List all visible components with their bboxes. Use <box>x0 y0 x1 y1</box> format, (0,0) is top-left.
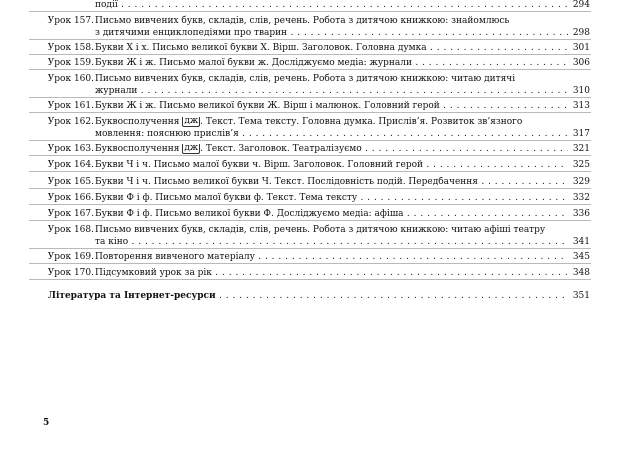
lesson-number: Урок 168. <box>47 225 94 235</box>
lesson-number: Урок 162. <box>47 117 94 127</box>
page-number: 5 <box>43 418 50 428</box>
lesson-number: Урок 160. <box>47 74 94 84</box>
toc-entry <box>0 144 618 160</box>
lesson-title-line: Письмо вивчених букв, складів, слів, речень. Робота з дитячою книжкою: читаю афіші театру <box>95 225 546 235</box>
row-divider <box>29 140 591 141</box>
row-divider <box>29 263 591 264</box>
row-divider <box>29 97 591 98</box>
page-ref: 310 <box>568 86 590 96</box>
toc-entry <box>0 225 618 253</box>
lesson-title-line: Повторення вивченого матеріалу . . . <box>95 252 568 262</box>
toc-entry <box>0 74 618 102</box>
row-divider <box>29 54 591 55</box>
toc-entry <box>0 177 618 193</box>
lesson-number: Урок 165. <box>47 177 94 187</box>
lesson-title-line: Письмо вивчених букв, складів, слів, речень. Робота з дитячою книжкою: читаю дитячі <box>95 74 516 84</box>
lesson-title-line: Буквосполучення дж . Текст. Тема тексту. Головна думка. Прислів’я. Розвиток зв’язного <box>95 116 523 127</box>
lesson-title-line: журнали . . . <box>95 86 568 96</box>
lesson-number: Урок 158. <box>47 43 94 53</box>
page-ref: 325 <box>568 160 590 170</box>
sound-notation: дж <box>184 144 199 153</box>
lesson-title-line: Буквосполучення дж . Текст. Заголовок. Театралізуємо . . . <box>95 144 568 155</box>
toc-entry <box>0 101 618 117</box>
page-ref: 306 <box>568 58 590 68</box>
lesson-title-line: Букви Ж і ж. Письмо великої букви Ж. Вірш і малюнок. Головний герой . . . <box>95 101 568 111</box>
lesson-title-line: Букви Ф і ф. Письмо малої букви ф. Текст. Тема тексту . . . <box>95 193 568 203</box>
lesson-number: Урок 166. <box>47 193 94 203</box>
lesson-title-line: мовлення: пояснюю прислів’я . . . <box>95 129 568 139</box>
toc-entry <box>0 16 618 44</box>
lesson-number: Урок 167. <box>47 209 94 219</box>
lesson-number: Урок 159. <box>47 58 94 68</box>
page-ref: 294 <box>568 0 590 10</box>
page-ref: 298 <box>568 28 590 38</box>
page-ref: 336 <box>568 209 590 219</box>
page-ref: 321 <box>568 144 590 154</box>
page-ref: 301 <box>568 43 590 53</box>
lesson-title-line: з дитячими енциклопедіями про тварин . . . <box>95 28 568 38</box>
row-divider <box>29 171 591 172</box>
lesson-number: Урок 164. <box>47 160 94 170</box>
toc-entry <box>0 117 618 145</box>
row-divider <box>29 155 591 156</box>
row-divider <box>29 112 591 113</box>
row-divider <box>29 11 591 12</box>
row-divider <box>29 204 591 205</box>
toc-entry <box>0 0 618 16</box>
row-divider <box>29 69 591 70</box>
toc-entry <box>0 193 618 209</box>
row-divider <box>29 188 591 189</box>
row-divider <box>29 220 591 221</box>
lesson-number: Урок 163. <box>47 144 94 154</box>
literature-entry: Література та Інтернет-ресурси . . . <box>48 291 568 301</box>
lesson-title-line: Підсумковий урок за рік . . . <box>95 268 568 278</box>
toc-entry <box>0 160 618 176</box>
toc-entry <box>0 58 618 74</box>
lesson-title-line: Букви Ч і ч. Письмо малої букви ч. Вірш. Заголовок. Головний герой . . . <box>95 160 568 170</box>
lesson-title-line: Букви Ж і ж. Письмо малої букви ж. Досліджуємо медіа: журнали . . . <box>95 58 568 68</box>
page-ref: 313 <box>568 101 590 111</box>
lesson-title-line: Букви Ч і ч. Письмо великої букви Ч. Текст. Послідовність подій. Передбачення . . . <box>95 177 568 187</box>
lesson-title-line: та кіно . . . <box>95 237 568 247</box>
toc-entry <box>0 209 618 225</box>
page-ref: 332 <box>568 193 590 203</box>
page-ref: 348 <box>568 268 590 278</box>
page-ref: 329 <box>568 177 590 187</box>
lesson-number: Урок 157. <box>47 16 94 26</box>
lesson-title-line: Письмо вивчених букв, складів, слів, речень. Робота з дитячою книжкою: знайомлюсь <box>95 16 510 26</box>
toc-entry <box>0 268 618 284</box>
toc-entry <box>0 43 618 59</box>
toc-entry <box>0 252 618 268</box>
page-ref: 345 <box>568 252 590 262</box>
lesson-number: Урок 161. <box>47 101 94 111</box>
lesson-title-line: події . . . <box>95 0 568 10</box>
row-divider <box>29 39 591 40</box>
page-ref: 341 <box>568 237 590 247</box>
row-divider <box>29 248 591 249</box>
literature-page-number: 351 <box>572 291 590 301</box>
row-divider <box>29 279 591 280</box>
lesson-title-line: Букви Х і х. Письмо великої букви Х. Вірш. Заголовок. Головна думка . . . <box>95 43 568 53</box>
lesson-number: Урок 169. <box>47 252 94 262</box>
lesson-title-line: Букви Ф і ф. Письмо великої букви Ф. Досліджуємо медіа: афіша . . . <box>95 209 568 219</box>
page-ref: 317 <box>568 129 590 139</box>
lesson-number: Урок 170. <box>47 268 94 278</box>
sound-notation: дж <box>184 116 199 126</box>
